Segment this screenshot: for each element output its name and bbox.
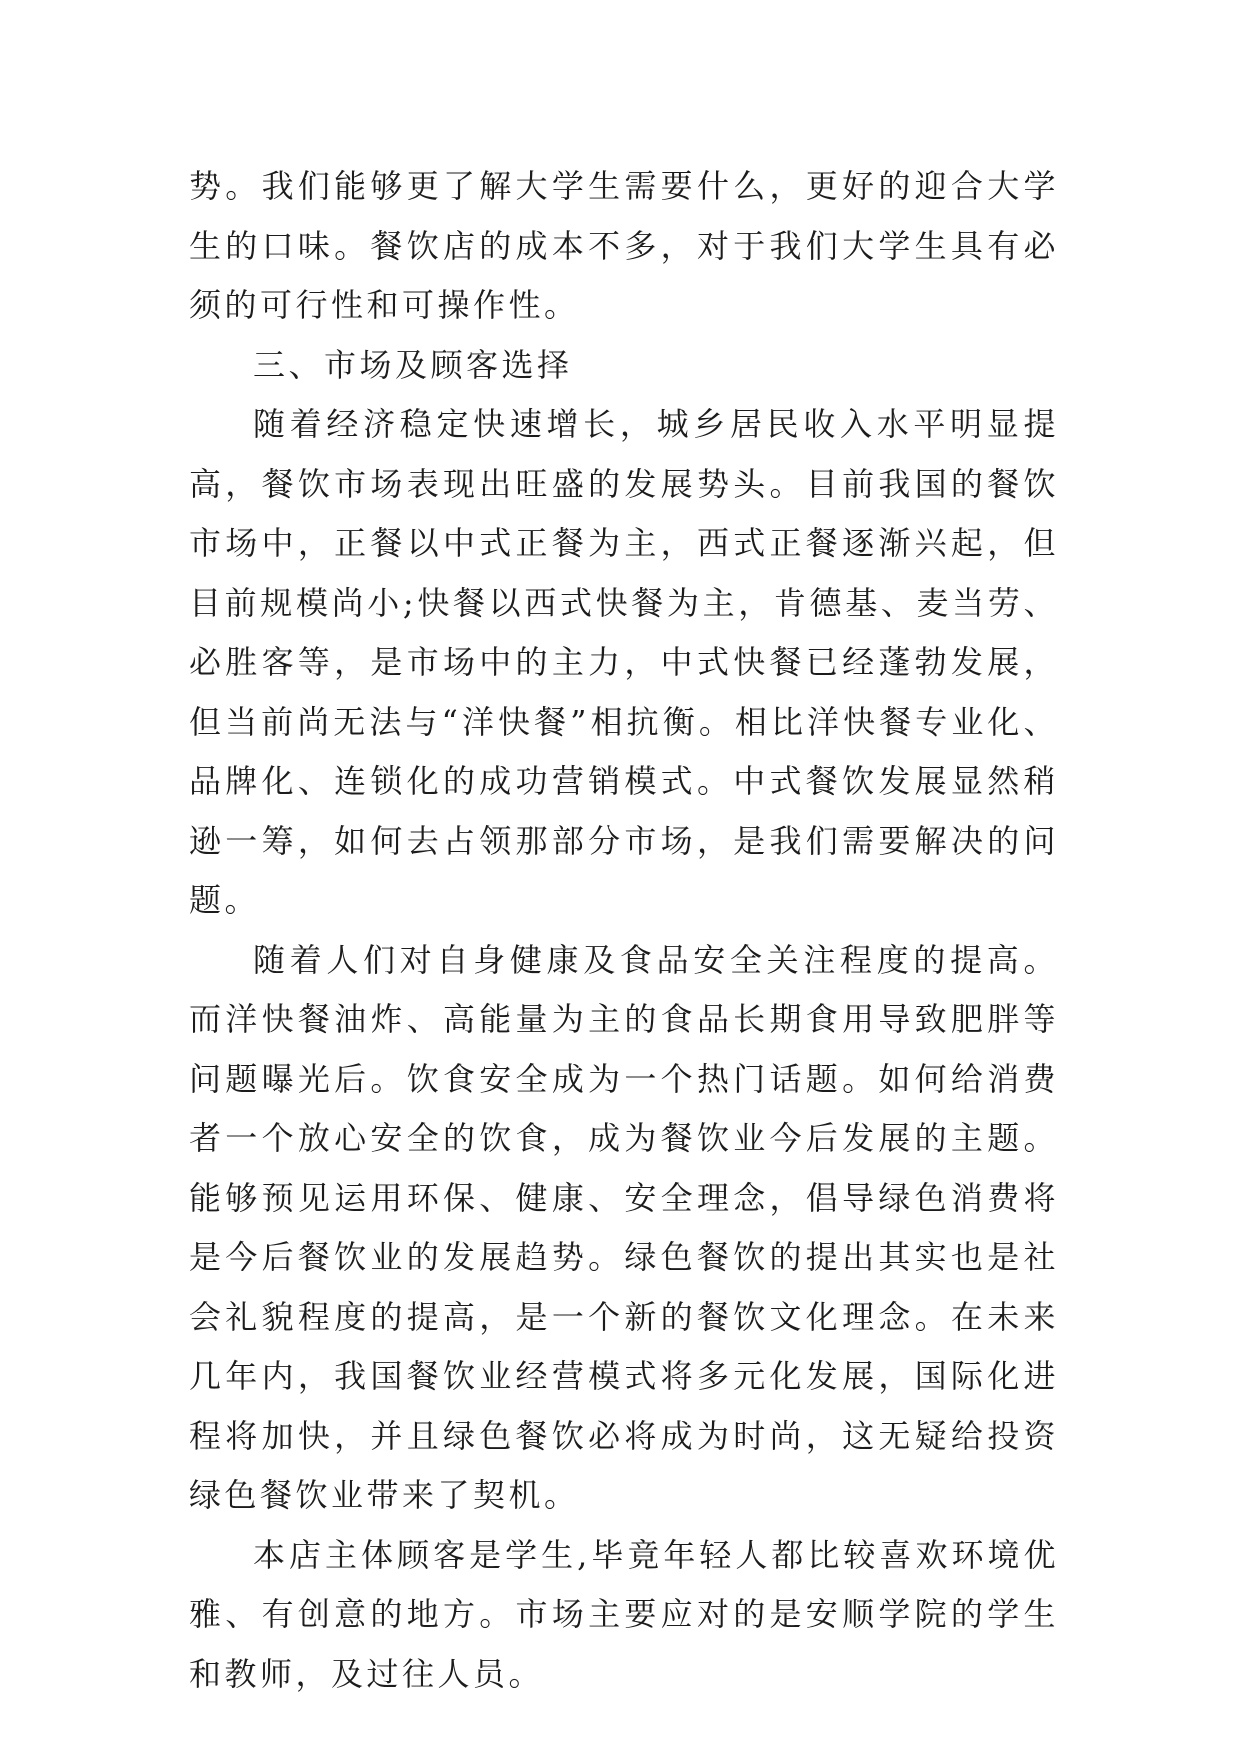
continuation-paragraph: 势。我们能够更了解大学生需要什么，更好的迎合大学生的口味。餐饮店的成本不多，对于我们大学生具有必须的可行性和可操作性。 xyxy=(189,167,1059,324)
market-overview-paragraph: 随着经济稳定快速增长，城乡居民收入水平明显提高，餐饮市场表现出旺盛的发展势头。目前我国的餐饮市场中，正餐以中式正餐为主，西式正餐逐渐兴起，但目前规模尚小;快餐以西式快餐为主，肯德基、麦当劳、必胜客等，是市场中的主力，中式快餐已经蓬勃发展，但当前尚无法与“洋快餐”相抗衡。相比洋快餐专业化、品牌化、连锁化的成功营销模式。中式餐饮发展显然稍逊一筹，如何去占领那部分市场，是我们需要解决的问题。 xyxy=(189,405,1059,919)
document-body xyxy=(189,157,1059,1704)
green-dining-paragraph: 随着人们对自身健康及食品安全关注程度的提高。而洋快餐油炸、高能量为主的食品长期食用导致肥胖等问题曝光后。饮食安全成为一个热门话题。如何给消费者一个放心安全的饮食，成为餐饮业今后发展的主题。能够预见运用环保、健康、安全理念，倡导绿色消费将是今后餐饮业的发展趋势。绿色餐饮的提出其实也是社会礼貌程度的提高，是一个新的餐饮文化理念。在未来几年内，我国餐饮业经营模式将多元化发展，国际化进程将加快，并且绿色餐饮必将成为时尚，这无疑给投资绿色餐饮业带来了契机。 xyxy=(189,940,1059,1514)
target-customers-paragraph: 本店主体顾客是学生,毕竟年轻人都比较喜欢环境优雅、有创意的地方。市场主要应对的是安顺学院的学生和教师，及过往人员。 xyxy=(189,1535,1059,1693)
section-heading: 三、市场及顾客选择 xyxy=(253,345,573,384)
